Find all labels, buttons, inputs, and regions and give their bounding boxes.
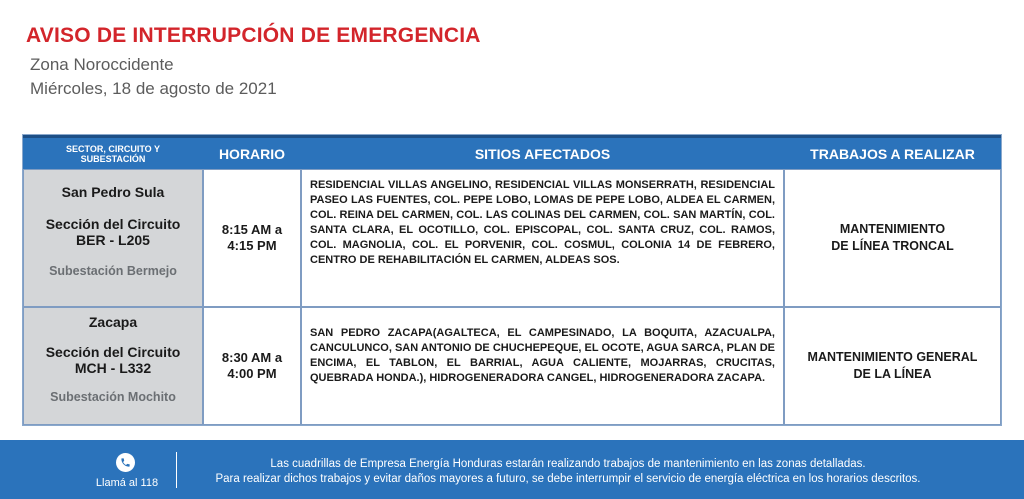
schedule-end: 4:15 PM [227, 238, 277, 253]
sector-circuit [24, 216, 202, 248]
works-cell [784, 307, 1001, 425]
column-header-schedule: HORARIO [218, 145, 286, 162]
footer-message-line1: Las cuadrillas de Empresa Energía Honduras estarán realizando trabajos de mantenimiento en las zonas detalladas. [270, 458, 866, 470]
works-line1: MANTENIMIENTO [839, 222, 946, 236]
phone-icon [116, 453, 135, 472]
column-header-sector-line1: SECTOR, CIRCUITO Y [65, 143, 161, 154]
affected-sites-cell: SAN PEDRO ZACAPA(AGALTECA, EL CAMPESINADO, LA BOQUITA, AZACUALPA, CANCULUNCO, SAN ANTONIO DE CHUCHEPEQUE, EL OCOTE, AGUA SARCA, PLAN DE ENCIMA, EL TABLON, EL BARRIAL, AGUA CALIENTE, MOJARRAS, CRUCITAS, QUEBRADA HONDA.), HIDROGENERADORA CANGEL, HIDROGENERADORA ZACAPA. [301, 307, 784, 425]
sector-city: San Pedro Sula [61, 184, 165, 200]
notice-header [26, 24, 481, 99]
substation-label: Subestación Bermejo [49, 264, 177, 278]
schedule-start: 8:30 AM a [221, 350, 283, 365]
schedule-cell [203, 307, 301, 425]
sector-circuit [24, 344, 202, 376]
table-header [23, 135, 1001, 169]
schedule-end: 4:00 PM [227, 366, 277, 381]
column-header-sector [23, 138, 203, 169]
table-row [23, 169, 1001, 307]
works-line2: DE LÍNEA TRONCAL [831, 239, 954, 253]
works-line1: MANTENIMIENTO GENERAL [807, 350, 978, 364]
footer-message [188, 457, 948, 487]
substation-label: Subestación Mochito [50, 390, 176, 404]
sector-city: Zacapa [88, 314, 138, 330]
zone-label: Zona Noroccidente [30, 55, 174, 74]
footer-message-line2: Para realizar dichos trabajos y evitar daños mayores a futuro, se debe interrumpir el servicio de energía eléctrica en los horarios descritos. [215, 473, 921, 485]
date-label: Miércoles, 18 de agosto de 2021 [30, 79, 277, 98]
column-header-works: TRABAJOS A REALIZAR [810, 145, 975, 162]
footer-bar [0, 440, 1024, 499]
affected-sites-cell: RESIDENCIAL VILLAS ANGELINO, RESIDENCIAL VILLAS MONSERRATH, RESIDENCIAL PASEO LAS FUENTES, COL. PEPE LOBO, LOMAS DE PEPE LOBO, ALDEA EL CARMEN, COL. REINA DEL CARMEN, COL. LAS COLINAS DEL CARMEN, COL. SAN MARTÍN, COL. SANTA CLARA, EL OCOTILLO, COL. EPISCOPAL, COL. SANTA CRUZ, COL. RAMOS, COL. MAGNOLIA, COL. EL PORVENIR, COL. COSMUL, COLONIA 14 DE FEBRERO, CENTRO DE REHABILITACIÓN EL CARMEN, ALDEAS SOS. [301, 169, 784, 307]
table-row [23, 307, 1001, 425]
column-header-sector-line2: SUBESTACIÓN [80, 153, 146, 164]
circuit-section-label: Sección del Circuito [45, 216, 181, 232]
page-title: AVISO DE INTERRUPCIÓN DE EMERGENCIA [26, 24, 481, 47]
works-line2: DE LA LÍNEA [853, 367, 932, 381]
interruption-table [22, 134, 1002, 426]
schedule-cell [203, 169, 301, 307]
sector-cell [23, 307, 203, 425]
column-header-sites: SITIOS AFECTADOS [474, 145, 611, 162]
circuit-section-label: Sección del Circuito [45, 344, 181, 360]
sector-cell [23, 169, 203, 307]
works-cell [784, 169, 1001, 307]
call-label: Llamá al 118 [95, 477, 159, 489]
footer-divider [176, 452, 177, 488]
schedule-start: 8:15 AM a [221, 222, 283, 237]
circuit-code: MCH - L332 [74, 360, 152, 376]
circuit-code: BER - L205 [76, 232, 150, 248]
